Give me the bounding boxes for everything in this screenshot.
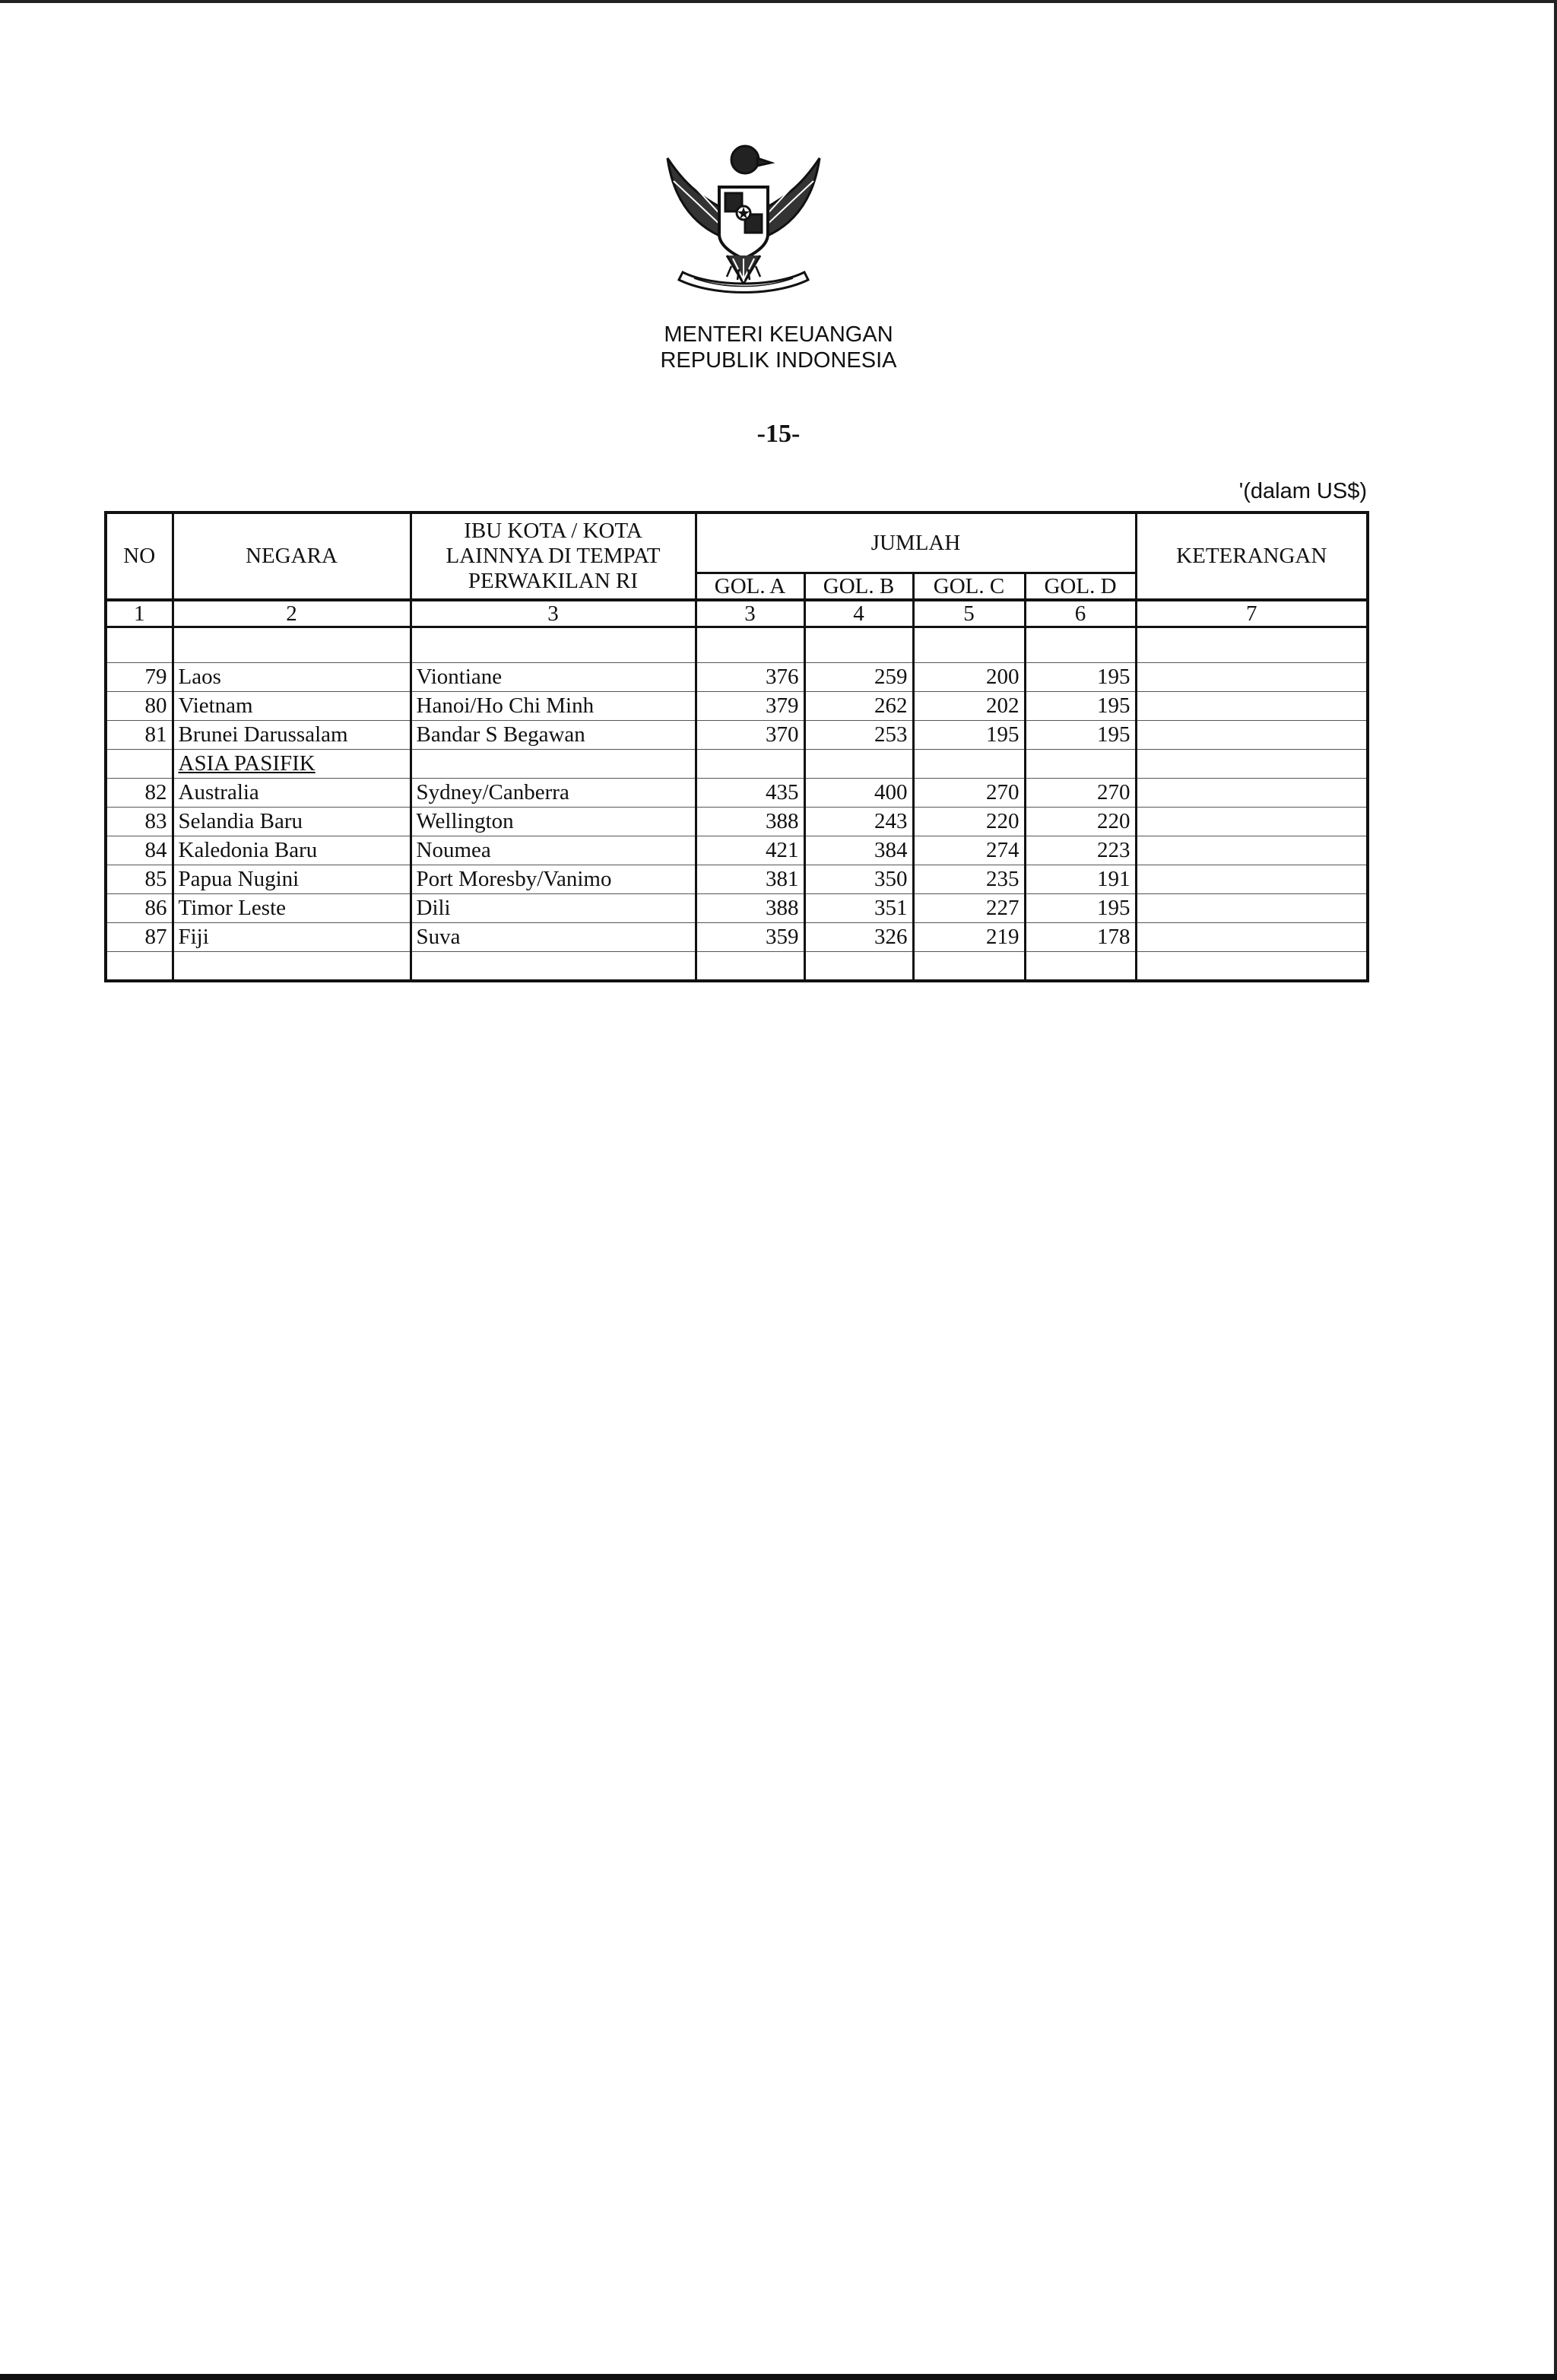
header-gol-c: GOL. C [913, 573, 1025, 601]
row-no: 79 [106, 663, 173, 692]
row-city: Noumea [411, 836, 696, 865]
table-row [106, 779, 1368, 808]
header-gol-b: GOL. B [804, 573, 913, 601]
allowance-table [104, 511, 1369, 982]
column-number: 3 [411, 600, 696, 627]
row-gol-c: 219 [913, 923, 1025, 952]
column-number: 4 [804, 600, 913, 627]
row-gol-b: 350 [804, 865, 913, 894]
row-no: 84 [106, 836, 173, 865]
row-gol-c: 227 [913, 894, 1025, 923]
row-gol-d: 195 [1025, 692, 1136, 721]
region-row [106, 750, 1368, 779]
row-gol-c: 270 [913, 779, 1025, 808]
row-no: 81 [106, 721, 173, 750]
column-number: 3 [696, 600, 804, 627]
row-no: 85 [106, 865, 173, 894]
row-gol-a: 370 [696, 721, 804, 750]
header-gol-a: GOL. A [696, 573, 804, 601]
row-gol-d: 195 [1025, 894, 1136, 923]
row-city: Hanoi/Ho Chi Minh [411, 692, 696, 721]
row-city: Port Moresby/Vanimo [411, 865, 696, 894]
row-gol-c: 220 [913, 808, 1025, 836]
row-gol-b: 262 [804, 692, 913, 721]
row-gol-d: 178 [1025, 923, 1136, 952]
row-gol-a: 435 [696, 779, 804, 808]
currency-unit-note: '(dalam US$) [1238, 479, 1367, 503]
row-no: 80 [106, 692, 173, 721]
row-gol-a: 379 [696, 692, 804, 721]
row-gol-c: 202 [913, 692, 1025, 721]
row-no: 87 [106, 923, 173, 952]
row-no: 83 [106, 808, 173, 836]
row-city: Viontiane [411, 663, 696, 692]
column-number: 5 [913, 600, 1025, 627]
row-gol-d: 195 [1025, 721, 1136, 750]
row-gol-b: 384 [804, 836, 913, 865]
row-gol-d: 195 [1025, 663, 1136, 692]
table-row [106, 721, 1368, 750]
row-gol-d: 223 [1025, 836, 1136, 865]
row-keterangan [1136, 779, 1368, 808]
header-jumlah: JUMLAH [696, 512, 1136, 573]
ministry-title: MENTERI KEUANGAN [664, 322, 893, 347]
row-gol-a: 388 [696, 808, 804, 836]
row-gol-c: 195 [913, 721, 1025, 750]
table-row [106, 923, 1368, 952]
row-gol-a: 376 [696, 663, 804, 692]
row-gol-a: 359 [696, 923, 804, 952]
row-keterangan [1136, 692, 1368, 721]
row-gol-d: 191 [1025, 865, 1136, 894]
column-number-row [106, 600, 1368, 627]
row-country: Selandia Baru [173, 808, 411, 836]
row-city: Suva [411, 923, 696, 952]
row-keterangan [1136, 721, 1368, 750]
spacer-row [106, 627, 1368, 663]
garuda-emblem-icon [652, 128, 835, 301]
row-gol-c: 200 [913, 663, 1025, 692]
table-row [106, 836, 1368, 865]
header-ibu-kota: IBU KOTA / KOTA LAINNYA DI TEMPAT PERWAKILAN RI [411, 512, 696, 600]
column-number: 1 [106, 600, 173, 627]
row-city: Wellington [411, 808, 696, 836]
row-keterangan [1136, 865, 1368, 894]
row-keterangan [1136, 894, 1368, 923]
row-city: Sydney/Canberra [411, 779, 696, 808]
region-label: ASIA PASIFIK [173, 750, 411, 779]
row-gol-d: 270 [1025, 779, 1136, 808]
row-gol-a: 421 [696, 836, 804, 865]
header-negara: NEGARA [173, 512, 411, 600]
row-country: Timor Leste [173, 894, 411, 923]
row-gol-b: 243 [804, 808, 913, 836]
ministry-subtitle: REPUBLIK INDONESIA [660, 348, 897, 373]
row-keterangan [1136, 836, 1368, 865]
row-keterangan [1136, 923, 1368, 952]
row-gol-b: 253 [804, 721, 913, 750]
row-country: Papua Nugini [173, 865, 411, 894]
row-no: 86 [106, 894, 173, 923]
row-city: Dili [411, 894, 696, 923]
header-gol-d: GOL. D [1025, 573, 1136, 601]
table-row [106, 808, 1368, 836]
header-keterangan: KETERANGAN [1136, 512, 1368, 600]
scan-border-bottom [0, 2374, 1557, 2380]
row-country: Australia [173, 779, 411, 808]
column-number: 7 [1136, 600, 1368, 627]
page-number: -15- [756, 420, 801, 448]
row-keterangan [1136, 663, 1368, 692]
table-row [106, 865, 1368, 894]
row-gol-b: 326 [804, 923, 913, 952]
row-gol-c: 235 [913, 865, 1025, 894]
row-country: Laos [173, 663, 411, 692]
table-end-row [106, 952, 1368, 982]
row-city: Bandar S Begawan [411, 721, 696, 750]
row-gol-b: 351 [804, 894, 913, 923]
row-gol-a: 388 [696, 894, 804, 923]
row-no: 82 [106, 779, 173, 808]
column-number: 6 [1025, 600, 1136, 627]
row-gol-b: 259 [804, 663, 913, 692]
table-row [106, 692, 1368, 721]
row-keterangan [1136, 808, 1368, 836]
row-country: Fiji [173, 923, 411, 952]
row-country: Vietnam [173, 692, 411, 721]
scan-border-top [0, 0, 1557, 3]
row-country: Kaledonia Baru [173, 836, 411, 865]
row-gol-d: 220 [1025, 808, 1136, 836]
row-gol-c: 274 [913, 836, 1025, 865]
row-country: Brunei Darussalam [173, 721, 411, 750]
header-no: NO [106, 512, 173, 600]
table-row [106, 663, 1368, 692]
table-row [106, 894, 1368, 923]
row-gol-b: 400 [804, 779, 913, 808]
row-gol-a: 381 [696, 865, 804, 894]
column-number: 2 [173, 600, 411, 627]
